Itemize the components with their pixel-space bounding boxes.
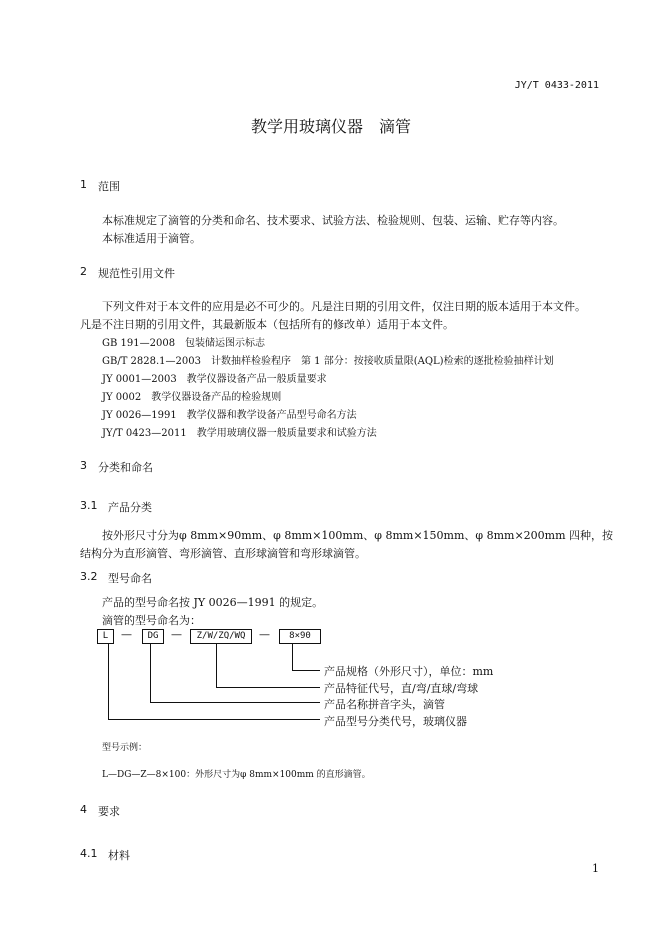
reference-item: JY 0001—2003 教学仪器设备产品一般质量要求 [102, 374, 327, 385]
section-3-title: 分类和命名 [98, 461, 153, 474]
section-3-1-line1: 按外形尺寸分为φ 8mm×90mm、φ 8mm×100mm、φ 8mm×150mm、φ 8mm×200mm 四种，按 [102, 529, 614, 542]
section-3-1-number: 3.1 [80, 499, 98, 512]
section-1-para: 本标准规定了滴管的分类和命名、技术要求、试验方法、检验规则、包装、运输、贮存等内容。 [102, 214, 564, 227]
model-label-category: 产品型号分类代号，玻璃仪器 [324, 715, 467, 728]
model-label-spec: 产品规格（外形尺寸），单位：mm [324, 665, 494, 678]
model-dash: — [259, 628, 270, 641]
model-box-feature: Z/W/ZQ/WQ [190, 629, 252, 644]
example-label: 型号示例： [102, 743, 148, 753]
section-4-number: 4 [80, 803, 87, 816]
section-3-2-number: 3.2 [80, 570, 98, 583]
section-2-para-line2: 凡是不注日期的引用文件，其最新版本（包括所有的修改单）适用于本文件。 [80, 318, 454, 331]
reference-item: JY/T 0423—2011 教学用玻璃仪器一般质量要求和试验方法 [102, 428, 377, 439]
section-1-number: 1 [80, 178, 87, 191]
section-3-1-title: 产品分类 [108, 501, 152, 514]
model-box-spec: 8×90 [279, 629, 321, 644]
standard-code: JY/T 0433-2011 [514, 80, 599, 91]
section-2-number: 2 [80, 265, 87, 278]
connector-line [108, 719, 320, 720]
section-3-2-line1: 产品的型号命名按 JY 0026—1991 的规定。 [102, 596, 324, 609]
connector-line [108, 644, 109, 720]
reference-item: GB 191—2008 包装储运图示标志 [102, 338, 266, 349]
section-2-title: 规范性引用文件 [98, 267, 175, 280]
section-4-title: 要求 [98, 805, 120, 818]
model-label-name: 产品名称拼音字头，滴管 [324, 698, 445, 711]
section-4-1-title: 材料 [108, 849, 130, 862]
section-1-para: 本标准适用于滴管。 [102, 232, 201, 245]
connector-line [292, 670, 320, 671]
reference-item: JY 0002 教学仪器设备产品的检验规则 [102, 392, 282, 403]
section-2-para-line1: 下列文件对于本文件的应用是必不可少的。凡是注日期的引用文件，仅注日期的版本适用于本文件。 [102, 300, 586, 313]
section-3-1-line2: 结构分为直形滴管、弯形滴管、直形球滴管和弯形球滴管。 [80, 547, 366, 560]
model-dash: — [171, 628, 182, 641]
connector-line [216, 644, 217, 688]
section-1-title: 范围 [98, 180, 120, 193]
document-title: 教学用玻璃仪器 滴管 [250, 117, 411, 136]
connector-line [150, 644, 151, 703]
connector-line [150, 702, 320, 703]
reference-item: GB/T 2828.1—2003 计数抽样检验程序 第 1 部分：按接收质量限(AQL)检索的逐批检验抽样计划 [102, 356, 554, 367]
section-3-2-line2: 滴管的型号命名为： [102, 614, 201, 627]
connector-line [216, 687, 320, 688]
model-label-feature: 产品特征代号，直/弯/直球/弯球 [324, 682, 479, 695]
model-box-name: DG [142, 629, 164, 644]
section-3-number: 3 [80, 459, 87, 472]
reference-item: JY 0026—1991 教学仪器和教学设备产品型号命名方法 [102, 410, 357, 421]
model-box-category: L [97, 629, 114, 644]
section-3-2-title: 型号命名 [108, 572, 152, 585]
page-number: 1 [592, 862, 599, 875]
example-text: L—DG—Z—8×100：外形尺寸为φ 8mm×100mm 的直形滴管。 [102, 770, 371, 780]
model-dash: — [121, 628, 132, 641]
connector-line [292, 644, 293, 671]
section-4-1-number: 4.1 [80, 847, 98, 860]
